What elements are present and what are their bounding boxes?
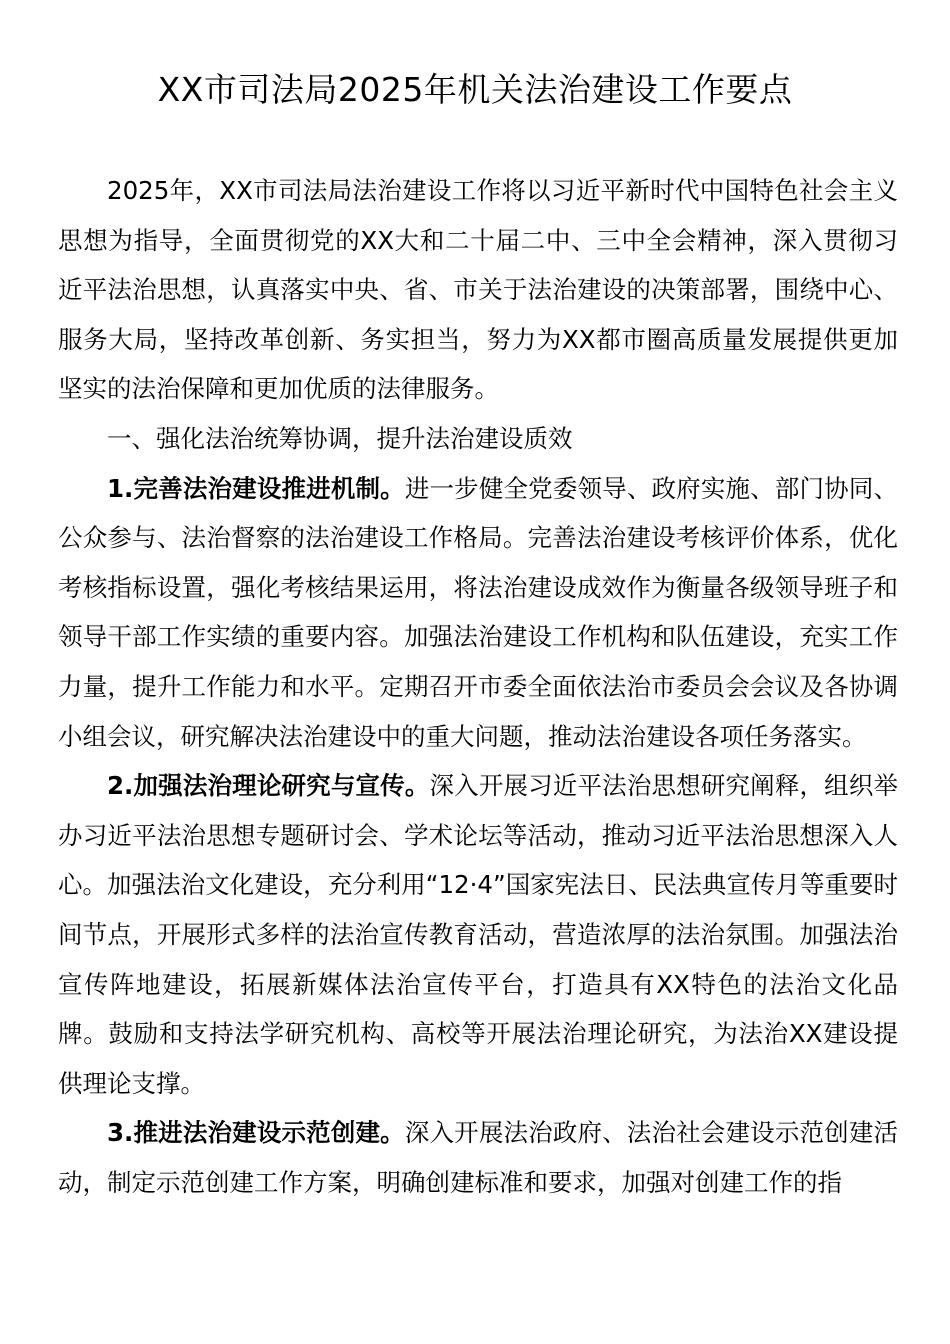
item-title-3: 3.推进法治建设示范创建。	[107, 1118, 405, 1148]
item-text-3: 深入开展法治政府、法治社会建设示范创建活动，制定示范创建工作方案，明确创建标准和要求，加强对创建工作的指	[58, 1118, 898, 1197]
item-title-1: 1.完善法治建设推进机制。	[107, 473, 405, 503]
item-paragraph-2	[58, 761, 898, 1108]
item-paragraph-3	[58, 1108, 898, 1207]
item-paragraph-1	[58, 464, 898, 762]
intro-paragraph: 2025年，XX市司法局法治建设工作将以习近平新时代中国特色社会主义思想为指导，全面贯彻党的XX大和二十届二中、三中全会精神，深入贯彻习近平法治思想，认真落实中央、省、市关于法治建设的决策部署，围绕中心、服务大局，坚持改革创新、务实担当，努力为XX都市圈高质量发展提供更加坚实的法治保障和更加优质的法律服务。	[58, 176, 898, 404]
item-text-2: 深入开展习近平法治思想研究阐释，组织举办习近平法治思想专题研讨会、学术论坛等活动，推动习近平法治思想深入人心。加强法治文化建设，充分利用“12·4”国家宪法日、民法典宣传月等重要时间节点，开展形式多样的法治宣传教育活动，营造浓厚的法治氛围。加强法治宣传阵地建设，拓展新媒体法治宣传平台，打造具有XX特色的法治文化品牌。鼓励和支持法学研究机构、高校等开展法治理论研究，为法治XX建设提供理论支撑。	[58, 771, 898, 1098]
item-text-1: 进一步健全党委领导、政府实施、部门协同、公众参与、法治督察的法治建设工作格局。完善法治建设考核评价体系，优化考核指标设置，强化考核结果运用，将法治建设成效作为衡量各级领导班子和领导干部工作实绩的重要内容。加强法治建设工作机构和队伍建设，充实工作力量，提升工作能力和水平。定期召开市委全面依法治市委员会会议及各协调小组会议，研究解决法治建设中的重大问题，推动法治建设各项任务落实。	[58, 473, 898, 751]
item-title-2: 2.加强法治理论研究与宣传。	[107, 771, 430, 801]
document-body	[58, 166, 898, 1207]
document-title: XX市司法局2025年机关法治建设工作要点	[157, 70, 793, 109]
section-heading: 一、强化法治统筹协调，提升法治建设质效	[107, 423, 573, 453]
